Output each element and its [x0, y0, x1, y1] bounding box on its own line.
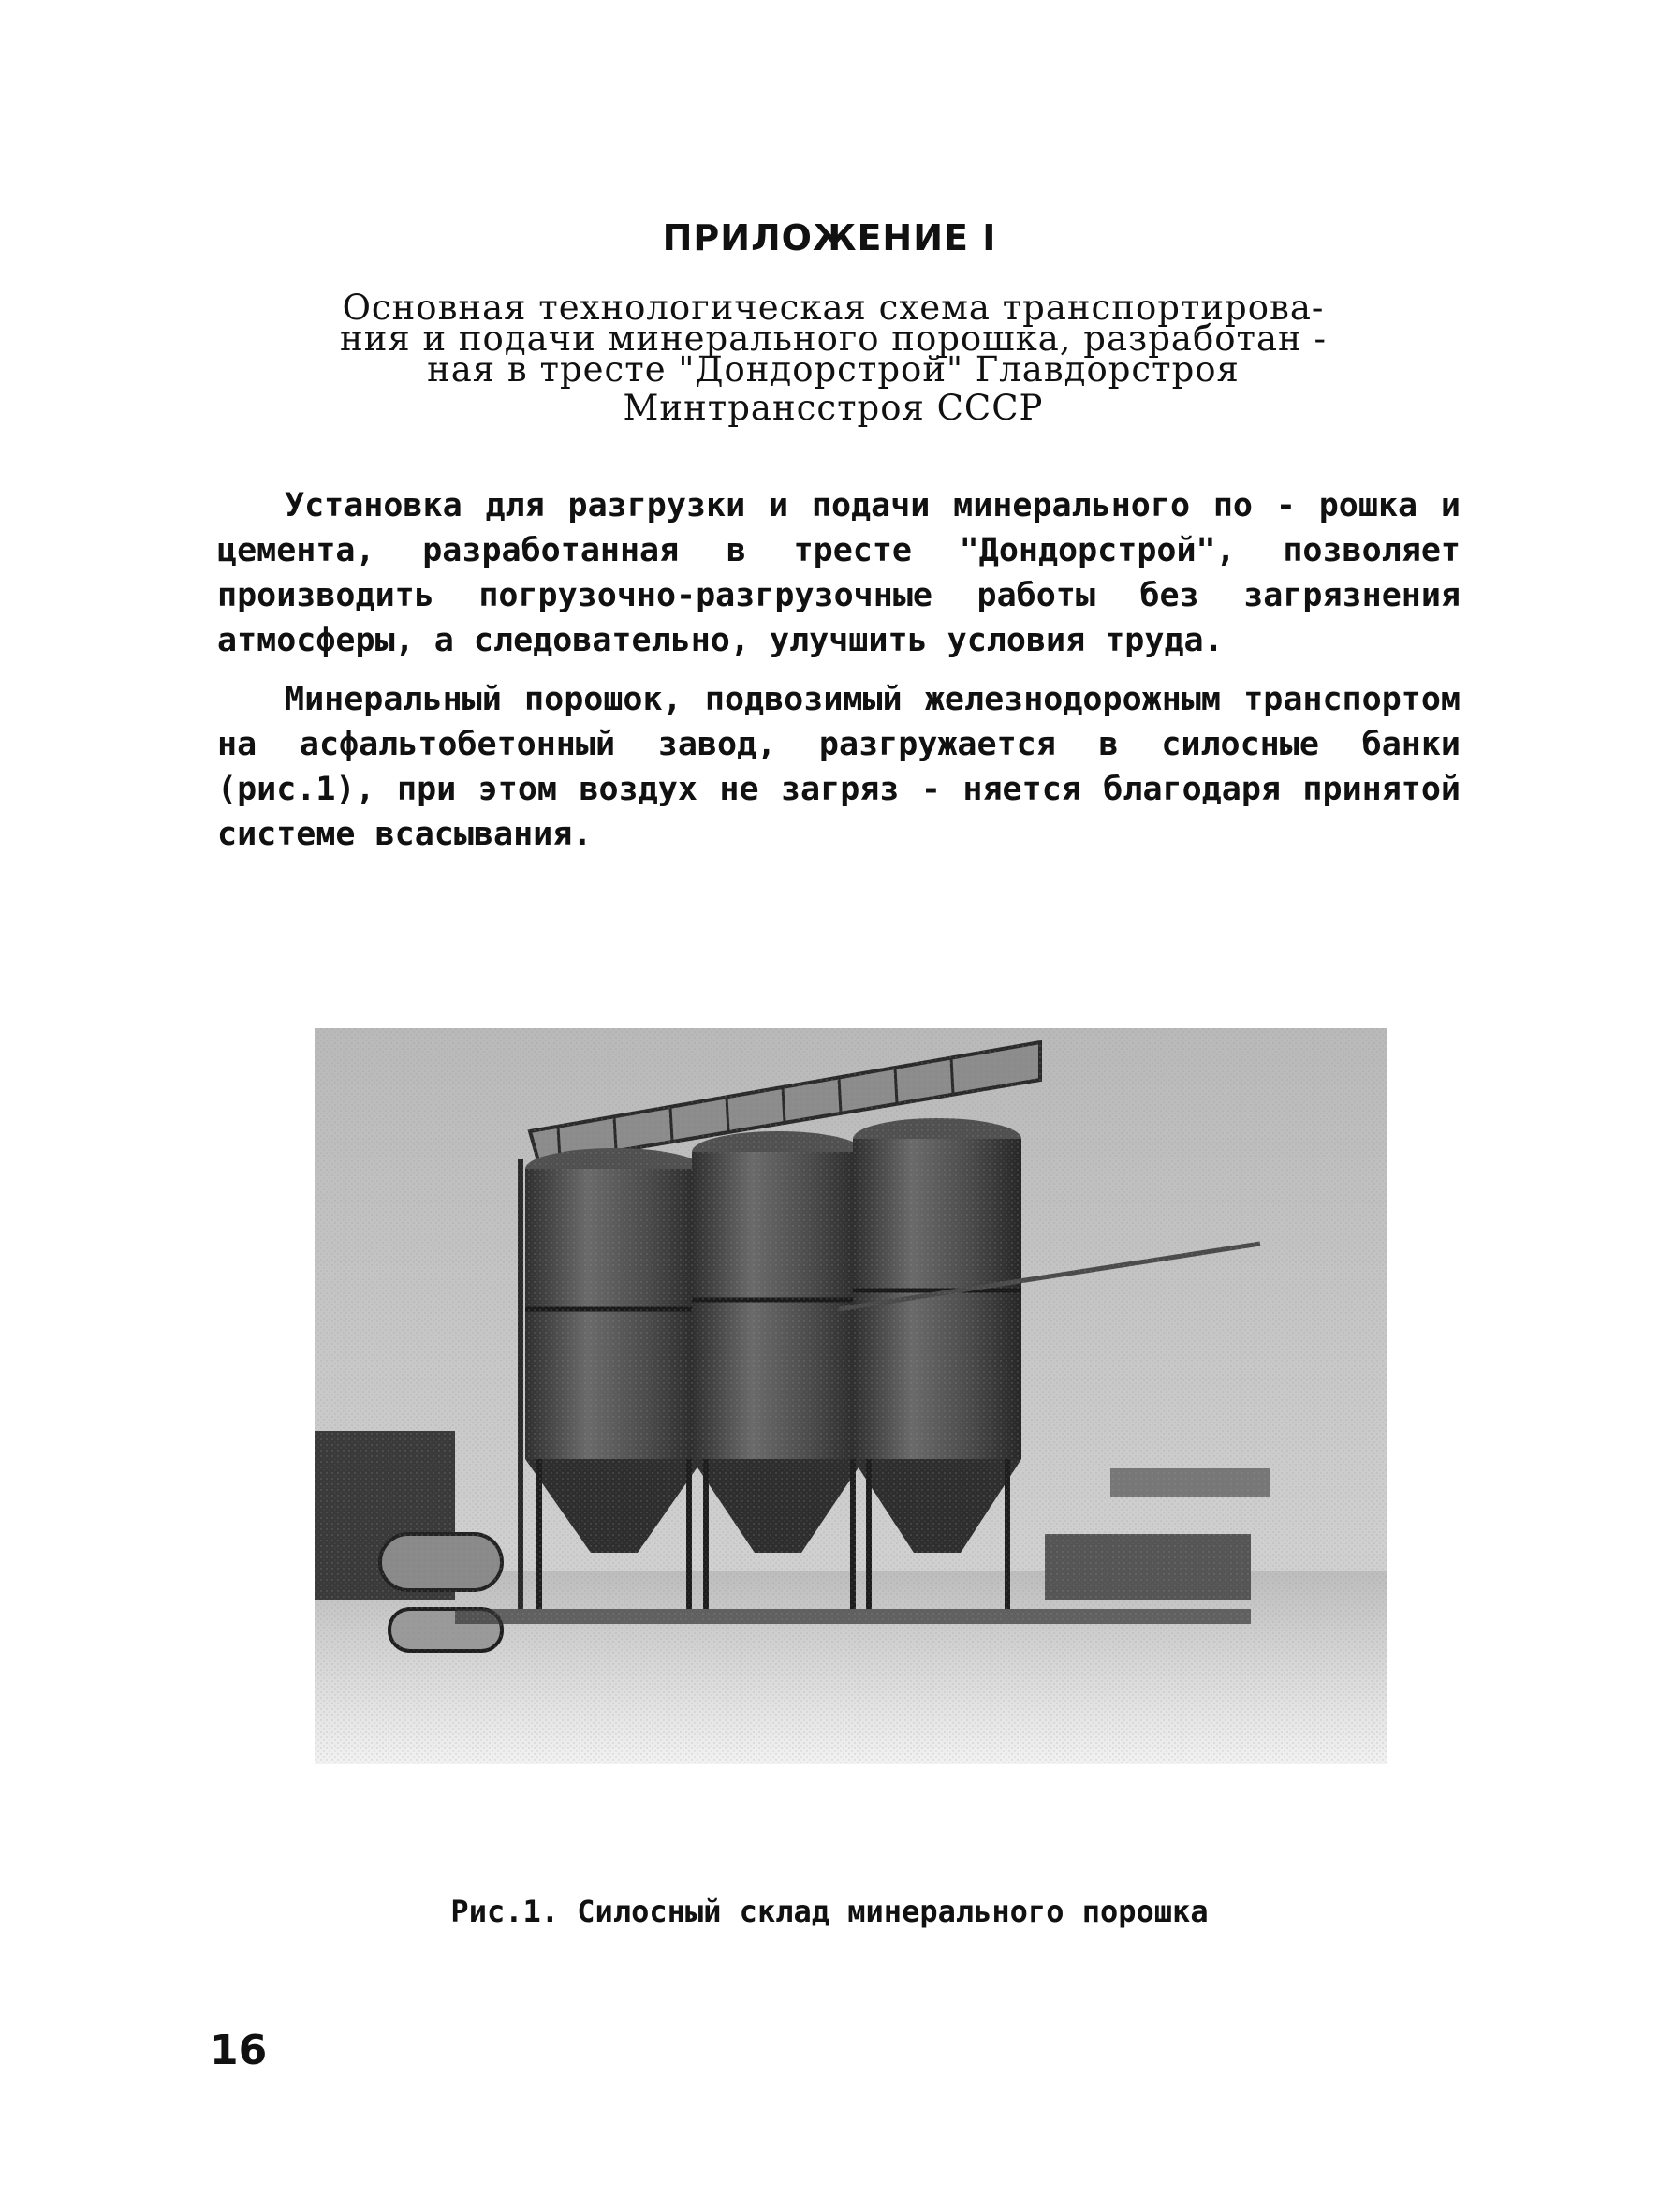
subtitle-line: ния и подачи минерального порошка, разработан - [340, 318, 1327, 359]
subtitle-line: ная в тресте "Дондорстрой" Главдорстроя [427, 349, 1240, 390]
subtitle-line: Минтрансстроя СССР [623, 388, 1044, 428]
page-number: 16 [210, 2027, 268, 2074]
silo-photo [315, 1028, 1387, 1764]
paragraph: Установка для разгрузки и подачи минерального по - рошка и цемента, разработанная в тресте "Дондорстрой", позволяет производить погрузочно-разгрузочные работы без загрязнения атмосферы, а следовательно, улучшить условия труда. [217, 487, 1461, 659]
appendix-heading: ПРИЛОЖЕНИЕ I [662, 217, 997, 258]
document-subtitle [318, 288, 1348, 428]
subtitle-line: Основная технологическая схема транспортирова- [342, 288, 1325, 328]
figure-caption: Рис.1. Силосный склад минерального порошка [450, 1894, 1209, 1929]
body-text [217, 483, 1461, 871]
paragraph: Минеральный порошок, подвозимый железнодорожным транспортом на асфальтобетонный завод, разгружается в силосные банки (рис.1), при этом воздух не загряз - няется благодаря принятой системе всасывания. [217, 681, 1461, 853]
